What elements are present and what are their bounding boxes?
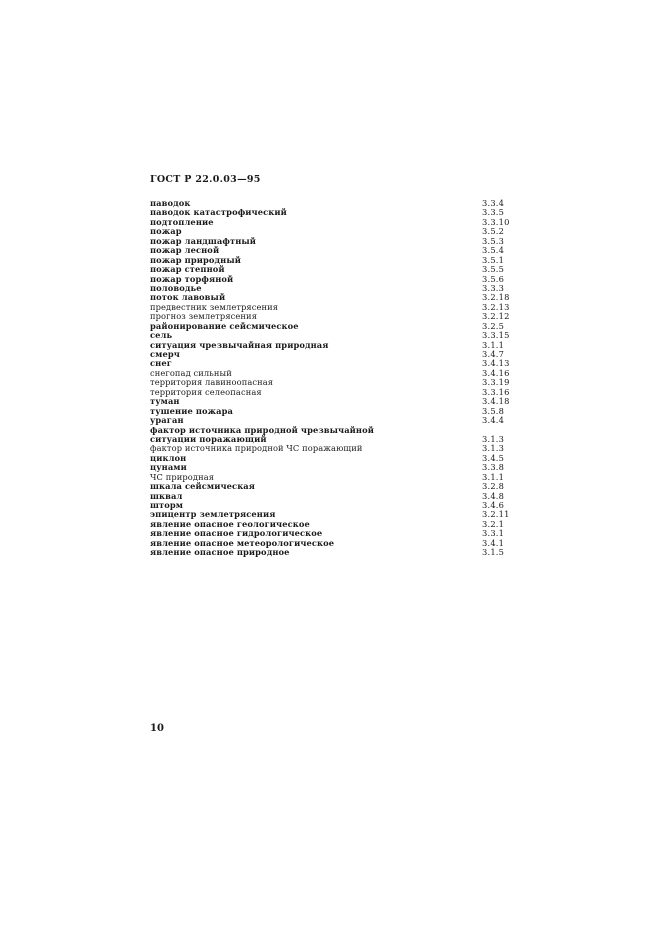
index-ref: 3.5.3	[482, 235, 505, 246]
index-ref: 3.2.18	[482, 292, 510, 303]
index-ref: 3.3.1	[482, 528, 505, 539]
index-row	[150, 444, 522, 453]
index-term: паводок	[150, 198, 191, 208]
index-ref: 3.3.4	[482, 198, 505, 208]
index-ref: 3.5.2	[482, 226, 505, 237]
index-ref: 3.4.13	[482, 358, 510, 369]
index-term: пожар торфяной	[150, 273, 234, 284]
index-ref: 3.1.1	[482, 471, 505, 482]
index-ref: 3.4.18	[482, 396, 510, 407]
index-term: снегопад сильный	[150, 367, 232, 378]
index-ref: 3.3.19	[482, 377, 510, 388]
index-term: районирование сейсмическое	[150, 320, 299, 331]
index-ref: 3.2.13	[482, 301, 510, 312]
index-term: фактор источника природной чрезвычайной	[150, 424, 374, 435]
page-number: 10	[150, 723, 164, 734]
index-term: явление опасное метеорологическое	[150, 537, 335, 548]
index-term: явление опасное гидрологическое	[150, 528, 323, 539]
index-term: ЧС природная	[150, 471, 215, 482]
index-row	[150, 407, 522, 416]
index-ref: 3.1.1	[482, 339, 505, 350]
index-row	[150, 548, 522, 557]
index-ref: 3.3.15	[482, 330, 510, 341]
index-ref: 3.5.5	[482, 264, 505, 275]
index-term: туман	[150, 396, 180, 407]
index-ref: 3.4.1	[482, 537, 505, 548]
index-row	[150, 350, 522, 359]
index-term: ситуация чрезвычайная природная	[150, 339, 329, 350]
index-row	[150, 482, 522, 491]
index-term: фактор источника природной ЧС поражающий	[150, 443, 363, 454]
index-term: пожар степной	[150, 264, 225, 275]
index-term: шторм	[150, 500, 184, 510]
index-ref: 3.3.16	[482, 386, 510, 397]
index-term: пожар лесной	[150, 245, 220, 256]
index-term: шквал	[150, 490, 183, 501]
index-term: явление опасное геологическое	[150, 518, 310, 529]
index-term: ураган	[150, 415, 184, 426]
index-row	[150, 341, 522, 350]
index-ref: 3.4.5	[482, 452, 505, 463]
index-ref: 3.4.4	[482, 415, 505, 426]
index-term: эпицентр землетрясения	[150, 509, 276, 520]
index-ref: 3.4.8	[482, 490, 505, 501]
term-index	[150, 199, 522, 558]
index-term: снег	[150, 358, 172, 369]
index-term: прогноз землетрясения	[150, 311, 258, 322]
index-row	[150, 218, 522, 227]
index-ref: 3.5.6	[482, 273, 505, 284]
index-term: предвестник землетрясения	[150, 301, 279, 312]
index-term: пожар ландшафтный	[150, 235, 257, 246]
index-ref: 3.5.4	[482, 245, 505, 256]
index-term: пожар	[150, 226, 182, 237]
index-ref: 3.1.3	[482, 443, 505, 454]
index-ref: 3.4.16	[482, 367, 510, 378]
index-ref: 3.2.8	[482, 481, 505, 492]
index-ref: 3.2.11	[482, 509, 510, 520]
index-term: тушение пожара	[150, 405, 233, 416]
index-term: паводок катастрофический	[150, 207, 287, 218]
index-term: сель	[150, 330, 173, 341]
index-term: циклон	[150, 452, 187, 463]
index-ref: 3.3.8	[482, 462, 505, 473]
index-term: поток лавовый	[150, 292, 226, 303]
index-ref: 3.2.5	[482, 320, 505, 331]
index-row	[150, 492, 522, 501]
index-term: явление опасное природное	[150, 547, 290, 558]
index-term: ситуации поражающий	[150, 433, 267, 444]
index-ref: 3.1.5	[482, 547, 505, 558]
index-term: подтопление	[150, 216, 214, 227]
index-term: половодье	[150, 282, 202, 293]
index-ref: 3.3.5	[482, 207, 505, 218]
index-ref: 3.5.1	[482, 254, 505, 265]
index-ref: 3.4.6	[482, 500, 505, 510]
index-ref: 3.1.3	[482, 433, 505, 444]
index-term: цунами	[150, 462, 187, 473]
index-row	[150, 275, 522, 284]
index-ref: 3.2.12	[482, 311, 510, 322]
index-term: пожар природный	[150, 254, 241, 265]
index-term: шкала сейсмическая	[150, 481, 255, 492]
index-row	[150, 388, 522, 397]
index-term: территория селеопасная	[150, 386, 262, 397]
index-row	[150, 322, 522, 331]
index-ref: 3.3.3	[482, 282, 505, 293]
index-row	[150, 454, 522, 463]
index-ref: 3.4.7	[482, 349, 505, 359]
index-ref: 3.3.10	[482, 216, 510, 227]
index-term: территория лавиноопасная	[150, 377, 274, 388]
index-ref: 3.5.8	[482, 405, 505, 416]
index-ref: 3.2.1	[482, 518, 505, 529]
index-term: смерч	[150, 349, 180, 359]
document-header: ГОСТ Р 22.0.03—95	[150, 174, 261, 185]
